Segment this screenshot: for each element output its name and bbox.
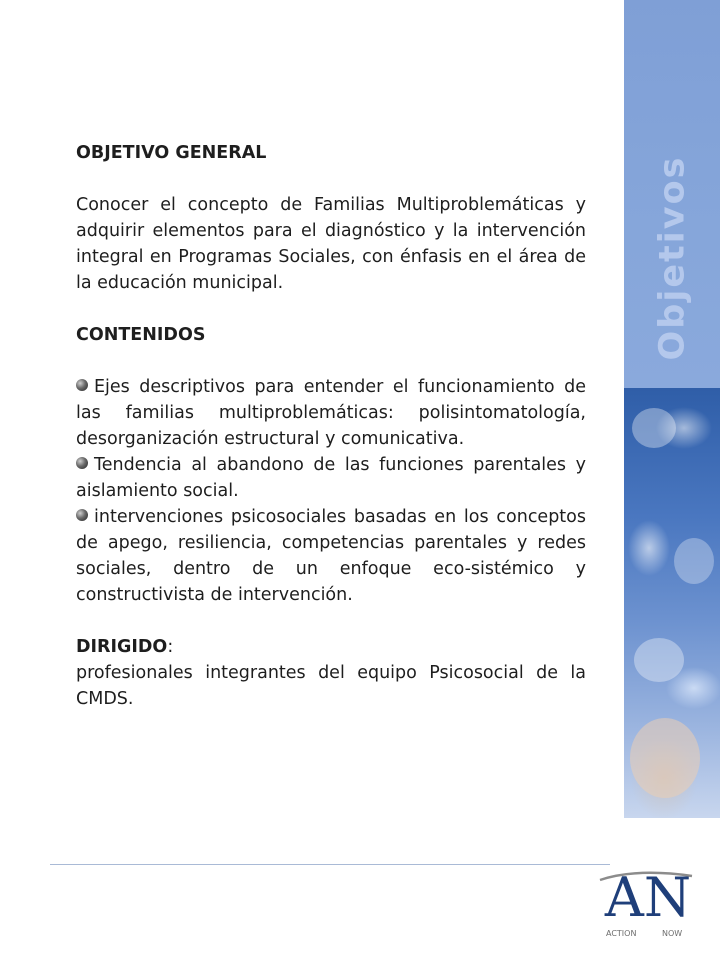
photo-face-3 xyxy=(634,638,684,682)
dirigido-heading: DIRIGIDO xyxy=(76,637,168,657)
dirigido-line xyxy=(76,634,586,660)
main-content xyxy=(76,140,586,712)
action-now-logo xyxy=(596,850,700,942)
side-title xyxy=(630,155,714,361)
bullet-icon xyxy=(76,509,88,521)
objetivo-heading: OBJETIVO GENERAL xyxy=(76,143,267,163)
photo-face-1 xyxy=(632,408,676,448)
logo-mark: AN xyxy=(604,866,692,929)
bullet-icon xyxy=(76,379,88,391)
logo-left-word: ACTION xyxy=(606,929,637,938)
contenidos-heading: CONTENIDOS xyxy=(76,325,206,345)
contenido-item xyxy=(76,504,586,608)
footer-divider xyxy=(50,864,610,865)
side-photo xyxy=(624,388,720,818)
contenido-item xyxy=(76,374,586,452)
photo-face-2 xyxy=(674,538,714,584)
dirigido-text: profesionales integrantes del equipo Psicosocial de la CMDS. xyxy=(76,663,586,709)
side-title-text: Objetivos xyxy=(652,155,692,361)
contenido-item-text: Ejes descriptivos para entender el funcionamiento de las familias multiproblemáticas: polisintomatología, desorganización estructural y comunicativa. xyxy=(76,377,586,449)
dirigido-colon: : xyxy=(167,637,174,657)
logo-right-word: NOW xyxy=(662,929,683,938)
photo-face-4 xyxy=(630,718,700,798)
contenido-item-text: Tendencia al abandono de las funciones parentales y aislamiento social. xyxy=(76,455,586,501)
bullet-icon xyxy=(76,457,88,469)
objetivo-text: Conocer el concepto de Familias Multiproblemáticas y adquirir elementos para el diagnóstico y la intervención integral en Programas Sociales, con énfasis en el área de la educación municipal. xyxy=(76,195,586,293)
contenido-item-text: intervenciones psicosociales basadas en los conceptos de apego, resiliencia, competencias parentales y redes sociales, dentro de un enfoque eco-sistémico y constructivista de intervención. xyxy=(76,507,586,605)
contenido-item xyxy=(76,452,586,504)
